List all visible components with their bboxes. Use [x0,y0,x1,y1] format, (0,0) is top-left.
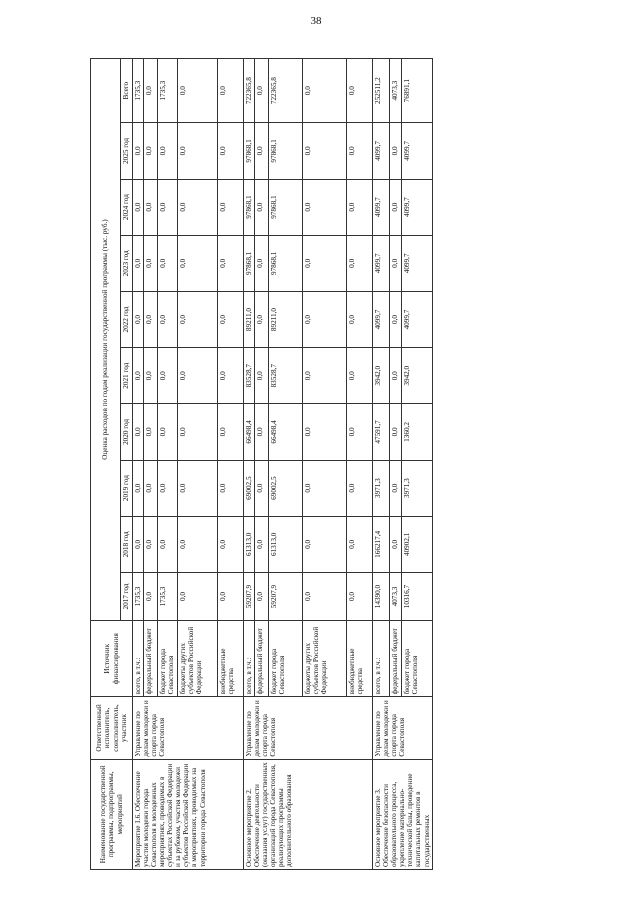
year-value: 0,0 [255,404,269,460]
year-value: 0,0 [255,291,269,347]
year-value: 97868,1 [269,123,303,179]
year-value: 0,0 [389,348,401,404]
year-value: 166217,4 [373,516,389,572]
rotated-table-area [90,58,556,870]
year-value: 69002,5 [244,460,255,516]
year-value: 0,0 [303,123,347,179]
year-value: 83528,7 [244,348,255,404]
funding-source: всего, в т.ч.: [373,621,389,697]
year-value: 0,0 [158,348,178,404]
header-year: 2017 год [121,572,133,620]
year-value: 0,0 [347,291,373,347]
header-estimate: Оценка расходов по годам реализации государственной программы (тыс. руб.) [91,59,121,621]
year-value: 0,0 [347,516,373,572]
measure-name: Основное мероприятие 2. Обеспечение деятельности (оказания услуг) государственных организаций города Севастополя, реализующих программы дополнительного образования [244,759,373,869]
year-value: 0,0 [158,404,178,460]
year-value: 0,0 [389,291,401,347]
year-value: 0,0 [255,179,269,235]
year-value: 0,0 [347,179,373,235]
year-value: 0,0 [144,235,158,291]
header-executor: Ответственный исполнитель, соисполнитель, участник [91,697,133,759]
year-value: 97868,1 [269,179,303,235]
year-value: 69002,5 [269,460,303,516]
year-value: 0,0 [255,516,269,572]
year-value: 0,0 [347,235,373,291]
header-source: Источник финансирования [91,621,133,697]
year-value: 0,0 [178,460,218,516]
funding-source: бюджеты других субъектов Российской Федерации [178,621,218,697]
year-value: 0,0 [178,348,218,404]
header-year: 2018 год [121,516,133,572]
year-value: 0,0 [158,179,178,235]
total-value: 0,0 [144,59,158,123]
year-value: 0,0 [144,460,158,516]
header-year: 2022 год [121,291,133,347]
year-value: 0,0 [389,179,401,235]
year-value: 0,0 [303,572,347,620]
page-number: 38 [310,15,322,27]
header-year: Всего [121,59,133,123]
year-value: 0,0 [144,179,158,235]
total-value: 76891,1 [401,59,432,123]
year-value: 3971,3 [401,460,432,516]
executor-cell: Управление по делам молодежи и спорта города Севастополя [244,697,373,759]
year-value: 97868,1 [244,123,255,179]
year-value: 97868,1 [244,235,255,291]
header-name: Наименование государственной программы, подпрограммы, мероприятий [91,759,133,869]
funding-source: внебюджетные средства [218,621,244,697]
total-value: 0,0 [218,59,244,123]
year-value: 4099,7 [401,291,432,347]
year-value: 0,0 [144,572,158,620]
year-value: 4099,7 [373,123,389,179]
executor-cell: Управление по делам молодежи и спорта города Севастополя [133,697,244,759]
year-value: 0,0 [133,179,144,235]
total-value: 252511,2 [373,59,389,123]
year-value: 0,0 [389,516,401,572]
funding-source: бюджет города Севастополя [269,621,303,697]
year-value: 0,0 [347,572,373,620]
year-value: 0,0 [347,460,373,516]
funding-source: всего, в т.ч.: [244,621,255,697]
year-value: 61313,0 [269,516,303,572]
year-value: 0,0 [218,348,244,404]
year-value: 0,0 [389,460,401,516]
year-value: 0,0 [133,460,144,516]
year-value: 0,0 [158,123,178,179]
year-value: 0,0 [389,123,401,179]
year-value: 0,0 [178,123,218,179]
year-value: 0,0 [178,516,218,572]
year-value: 83528,7 [269,348,303,404]
year-value: 0,0 [218,516,244,572]
table-row [373,59,389,870]
funding-source: федеральный бюджет [255,621,269,697]
year-value: 89211,0 [244,291,255,347]
year-value: 0,0 [133,348,144,404]
year-value: 0,0 [303,348,347,404]
total-value: 722365,8 [244,59,255,123]
year-value: 0,0 [347,404,373,460]
year-value: 0,0 [389,235,401,291]
total-value: 4073,3 [389,59,401,123]
header-year: 2020 год [121,404,133,460]
year-value: 0,0 [144,348,158,404]
total-value: 1735,3 [133,59,144,123]
year-value: 0,0 [178,179,218,235]
year-value: 4099,7 [373,179,389,235]
year-value: 1735,3 [133,572,144,620]
year-value: 0,0 [389,404,401,460]
measure-name: Основное мероприятие 3. Обеспечение безопасности образовательного процесса, укрепление материально-технической базы, проведение капитальных ремонтов в государственных [373,759,432,869]
year-value: 0,0 [158,291,178,347]
year-value: 0,0 [255,235,269,291]
year-value: 3971,3 [373,460,389,516]
executor-cell: Управление по делам молодежи и спорта города Севастополя [373,697,432,759]
total-value: 0,0 [347,59,373,123]
year-value: 0,0 [255,348,269,404]
year-value: 0,0 [133,123,144,179]
header-year: 2023 год [121,235,133,291]
year-value: 4099,7 [373,235,389,291]
year-value: 0,0 [303,404,347,460]
year-value: 0,0 [218,572,244,620]
year-value: 0,0 [144,404,158,460]
year-value: 4099,7 [401,235,432,291]
year-value: 0,0 [178,291,218,347]
rotated-table-container [90,58,556,870]
budget-table [90,58,433,870]
year-value: 4099,7 [373,291,389,347]
total-value: 1735,3 [158,59,178,123]
header-year: 2025 год [121,123,133,179]
year-value: 0,0 [218,460,244,516]
year-value: 0,0 [158,516,178,572]
year-value: 0,0 [144,516,158,572]
total-value: 0,0 [178,59,218,123]
header-year: 2021 год [121,348,133,404]
year-value: 0,0 [218,291,244,347]
year-value: 0,0 [347,123,373,179]
year-value: 40902,1 [401,516,432,572]
table-row [244,59,255,870]
year-value: 0,0 [133,516,144,572]
table-body [133,59,433,870]
year-value: 59207,9 [269,572,303,620]
header-year: 2019 год [121,460,133,516]
year-value: 0,0 [218,123,244,179]
year-value: 0,0 [178,235,218,291]
year-value: 0,0 [218,404,244,460]
year-value: 66498,4 [269,404,303,460]
year-value: 0,0 [144,123,158,179]
funding-source: внебюджетные средства [347,621,373,697]
year-value: 0,0 [158,235,178,291]
total-value: 722365,8 [269,59,303,123]
year-value: 0,0 [133,291,144,347]
total-value: 0,0 [303,59,347,123]
year-value: 3942,0 [373,348,389,404]
year-value: 0,0 [178,572,218,620]
year-value: 89211,0 [269,291,303,347]
year-value: 0,0 [347,348,373,404]
year-value: 4099,7 [401,179,432,235]
measure-name: Мероприятие 1.6. Обеспечение участия молодежи города Севастополя в молодежных мероприятиях, проводимых в субъектах Российской Федерации и за рубежом, участия молодежи субъектов Российской Федерации в мероприятиях, проводимых на территории города Севастополя [133,759,244,869]
year-value: 0,0 [303,516,347,572]
year-value: 3942,0 [401,348,432,404]
year-value: 59207,9 [244,572,255,620]
table-row [133,59,144,870]
year-value: 0,0 [303,291,347,347]
year-value: 0,0 [303,460,347,516]
year-value: 1735,3 [158,572,178,620]
year-value: 61313,0 [244,516,255,572]
year-value: 10316,7 [401,572,432,620]
total-value: 0,0 [255,59,269,123]
year-value: 0,0 [255,460,269,516]
year-value: 66498,4 [244,404,255,460]
year-value: 14390,0 [373,572,389,620]
funding-source: федеральный бюджет [144,621,158,697]
year-value: 0,0 [255,572,269,620]
year-value: 0,0 [255,123,269,179]
year-value: 4099,7 [401,123,432,179]
funding-source: всего, в т.ч.: [133,621,144,697]
year-value: 0,0 [303,235,347,291]
funding-source: бюджет города Севастополя [158,621,178,697]
year-value: 97868,1 [269,235,303,291]
funding-source: бюджет города Севастополя [401,621,432,697]
year-value: 0,0 [178,404,218,460]
year-value: 0,0 [218,235,244,291]
year-value: 0,0 [158,460,178,516]
year-value: 0,0 [133,235,144,291]
year-value: 1360,2 [401,404,432,460]
year-value: 0,0 [218,179,244,235]
funding-source: федеральный бюджет [389,621,401,697]
year-value: 0,0 [144,291,158,347]
year-value: 97868,1 [244,179,255,235]
year-value: 0,0 [133,404,144,460]
header-year: 2024 год [121,179,133,235]
year-value: 4073,3 [389,572,401,620]
year-value: 47591,7 [373,404,389,460]
funding-source: бюджеты других субъектов Российской Федерации [303,621,347,697]
year-value: 0,0 [303,179,347,235]
